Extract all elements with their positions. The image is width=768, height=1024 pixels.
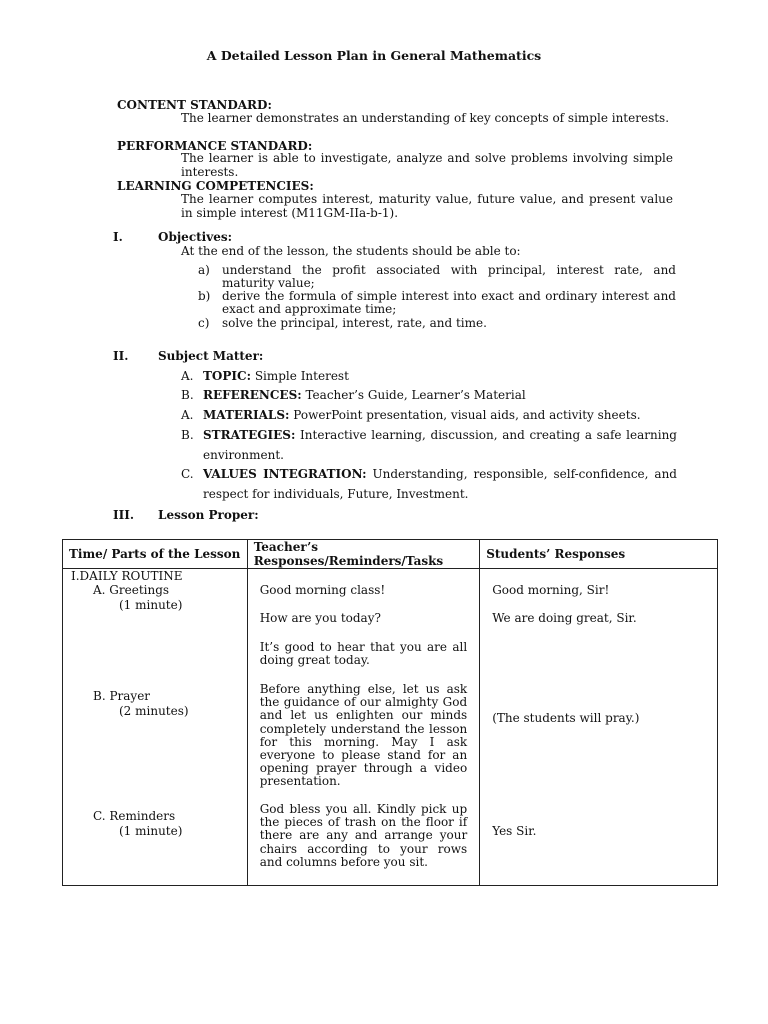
cell-parts: [63, 569, 248, 886]
objective-text: derive the formula of simple interest into exact and ordinary interest and exact and approximate time;: [222, 289, 676, 316]
objectives-heading: Objectives:: [158, 230, 233, 244]
daily-routine-label: I.DAILY ROUTINE: [71, 569, 183, 583]
subject-matter-item: [181, 386, 677, 406]
subject-matter-text: Understanding, responsible, self-confidence, and respect for individuals, Future, Investment.: [203, 467, 677, 501]
subject-matter-key: STRATEGIES:: [203, 428, 296, 442]
subject-matter-item: [181, 367, 677, 387]
greetings-label: A. Greetings: [93, 583, 170, 597]
performance-standard-text: The learner is able to investigate, analyze and solve problems involving simple interests.: [181, 151, 673, 179]
teacher-question: How are you today?: [259, 611, 381, 625]
objectives-number: I.: [113, 230, 123, 244]
subject-matter-key: TOPIC:: [203, 369, 251, 383]
reminders-time: (1 minute): [119, 824, 183, 838]
learning-competencies-heading: LEARNING COMPETENCIES:: [117, 179, 314, 193]
lesson-proper-number: III.: [113, 508, 135, 522]
cell-teacher: [247, 569, 479, 886]
objective-text: understand the profit associated with principal, interest rate, and maturity value;: [222, 263, 676, 290]
student-prayer: (The students will pray.): [492, 711, 640, 725]
objective-text: solve the principal, interest, rate, and time.: [222, 316, 487, 330]
objective-label: b): [198, 289, 211, 303]
content-standard-heading: CONTENT STANDARD:: [117, 98, 272, 112]
subject-matter-key: MATERIALS:: [203, 408, 290, 422]
subject-matter-text: PowerPoint presentation, visual aids, and activity sheets.: [289, 408, 641, 422]
header-students: Students’ Responses: [480, 540, 718, 569]
student-greeting: Good morning, Sir!: [492, 583, 610, 597]
subject-matter-item: [181, 465, 677, 504]
table-row: [63, 569, 718, 886]
subject-matter-text: Simple Interest: [251, 369, 349, 383]
teacher-response: It’s good to hear that you are all doing great today.: [259, 640, 468, 668]
lesson-table: [62, 539, 718, 886]
subject-matter-key: REFERENCES:: [203, 388, 302, 402]
teacher-reminders: God bless you all. Kindly pick up the pieces of trash on the floor if there are any and arrange your chairs according to your rows and columns before you sit.: [259, 802, 468, 869]
content-standard-text: The learner demonstrates an understanding of key concepts of simple interests.: [181, 111, 670, 125]
teacher-greeting: Good morning class!: [259, 583, 386, 597]
header-teacher: Teacher’s Responses/Reminders/Tasks: [247, 540, 479, 569]
prayer-time: (2 minutes): [119, 704, 189, 718]
subject-matter-label: A.: [181, 369, 194, 383]
lesson-proper-heading: Lesson Proper:: [158, 508, 259, 522]
subject-matter-number: II.: [113, 349, 129, 363]
performance-standard-heading: PERFORMANCE STANDARD:: [117, 139, 313, 153]
document-title: A Detailed Lesson Plan in General Mathematics: [206, 48, 542, 63]
reminders-label: C. Reminders: [93, 809, 176, 823]
greetings-time: (1 minute): [119, 598, 183, 612]
subject-matter-text: Interactive learning, discussion, and creating a safe learning environment.: [203, 428, 677, 462]
subject-matter-label: A.: [181, 408, 194, 422]
teacher-prayer-instruction: Before anything else, let us ask the guidance of our almighty God and let us enlighten our minds completely understand the lesson for this morning. May I ask everyone to please stand for an opening prayer through a video presentation.: [259, 682, 468, 789]
student-reply: Yes Sir.: [492, 824, 537, 838]
subject-matter-key: VALUES INTEGRATION:: [203, 467, 367, 481]
objective-label: a): [198, 263, 210, 277]
header-time-parts: Time/ Parts of the Lesson: [63, 540, 248, 569]
subject-matter-heading: Subject Matter:: [158, 349, 264, 363]
prayer-label: B. Prayer: [93, 689, 151, 703]
objective-item: [198, 264, 676, 290]
learning-competencies-text: The learner computes interest, maturity value, future value, and present value in simple interest (M11GM-IIa-b-1).: [181, 192, 673, 220]
objective-label: c): [198, 316, 210, 330]
objective-item: [198, 317, 676, 330]
subject-matter-item: [181, 426, 677, 465]
objectives-intro: At the end of the lesson, the students should be able to:: [181, 244, 521, 258]
table-header-row: [63, 540, 718, 569]
subject-matter-label: B.: [181, 428, 194, 442]
objective-item: [198, 290, 676, 316]
subject-matter-text: Teacher’s Guide, Learner’s Material: [301, 388, 526, 402]
subject-matter-label: C.: [181, 467, 194, 481]
student-answer: We are doing great, Sir.: [492, 611, 637, 625]
cell-students: [480, 569, 718, 886]
subject-matter-item: [181, 406, 677, 426]
subject-matter-label: B.: [181, 388, 194, 402]
